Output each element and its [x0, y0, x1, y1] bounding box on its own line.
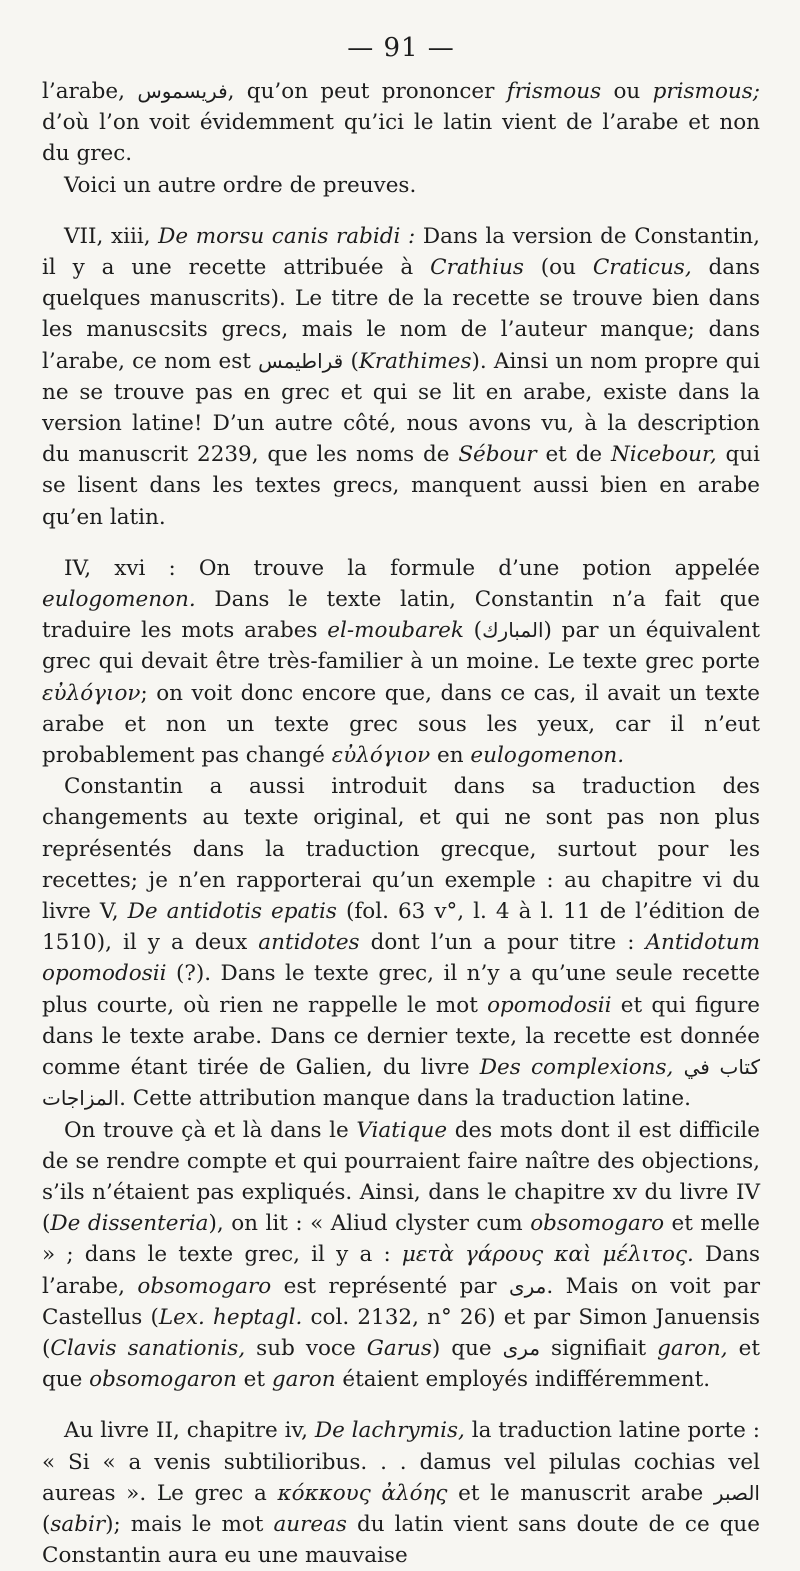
text-run: (fol. 63 v°, l. 4 à l. 11 de l’édition de 1510), il y a deux: [42, 899, 761, 956]
italic-run: Crathius: [430, 255, 524, 281]
text-run: signifiait: [540, 1335, 658, 1361]
paragraph-gap: [42, 201, 760, 221]
text-run: la traduction latine porte : « Si « a venis subtilioribus. . . damus vel pilulas cochias vel aureas ». Le grec a: [42, 1418, 761, 1506]
text-run: (: [42, 1511, 51, 1537]
italic-run: De lachrymis,: [314, 1418, 465, 1444]
italic-run: Krathimes: [358, 348, 472, 374]
text-run: IV, xvi : On trouve la formule d’une potion appelée: [64, 555, 760, 581]
text-run: et melle » ; dans le texte grec, il y a :: [42, 1211, 760, 1268]
arabic-word: فريسموس: [137, 79, 228, 103]
text-run: et que: [42, 1335, 760, 1393]
italic-run: Garus: [366, 1335, 432, 1361]
text-run: On trouve çà et là dans le: [64, 1117, 357, 1143]
greek-word: μετὰ γάρους καὶ μέλιτος.: [401, 1242, 694, 1268]
text-run: ) que: [431, 1335, 503, 1361]
text-run: (?). Dans le texte grec, il n’y a qu’une seule recette plus courte, où rien ne rappelle le mot: [42, 961, 760, 1018]
text-run: (: [343, 348, 359, 374]
text-run: dans quelques manuscrits). Le titre de la recette se trouve bien dans les manuscsits grecs, mais le nom de l’auteur manque; dans l’arabe, ce nom est: [42, 255, 761, 374]
text-run: dont l’un a pour titre :: [359, 930, 646, 956]
text-run: étaient employés indifféremment.: [335, 1367, 711, 1393]
paragraph: [42, 170, 760, 201]
text-run: et qui figure dans le texte arabe. Dans ce dernier texte, la recette est donnée comme étant tirée de Galien, du livre: [42, 992, 761, 1081]
text-run: Dans la version de Constantin, il y a une recette attribuée à: [42, 223, 760, 281]
arabic-word: قراطيمس: [258, 348, 344, 373]
italic-run: Des complexions,: [479, 1055, 674, 1081]
greek-word: εὐλόγιον: [331, 743, 431, 769]
text-run: Voici un autre ordre de preuves.: [64, 172, 417, 198]
text-run: Dans l’arabe,: [42, 1242, 760, 1299]
italic-run: obsomogaro: [530, 1211, 665, 1237]
page-number: — 91 —: [347, 33, 455, 63]
italic-run: eulogomenon.: [470, 743, 625, 769]
greek-word: κόκκους ἀλόης: [277, 1480, 448, 1506]
paragraph: [42, 76, 760, 170]
text-run: Au livre II, chapitre iv,: [64, 1418, 315, 1444]
text-run: l’arabe,: [42, 79, 138, 104]
text-run: et le manuscrit arabe: [447, 1480, 714, 1506]
text-run: ). Ainsi un nom propre qui ne se trouve pas en grec et qui se lit en arabe, existe dans la version latine! D’un autre côté, nous avons vu, à la description du manuscrit 2239, que les noms de: [42, 348, 760, 468]
text-run: (ou: [523, 255, 593, 281]
text-run: VII, xiii,: [64, 223, 159, 249]
italic-run: Lex. heptagl.: [158, 1304, 303, 1330]
italic-run: aureas: [273, 1511, 347, 1537]
text-run: , qu’on peut prononcer: [227, 79, 507, 104]
paragraph-gap: [42, 1395, 760, 1415]
text-run: [673, 1055, 683, 1080]
arabic-word: مرى: [502, 1335, 541, 1360]
italic-run: Nicebour,: [610, 442, 717, 468]
text-run: col. 2132, n° 26) et par Simon Januensis (: [42, 1304, 760, 1361]
italic-run: frismous: [506, 79, 602, 104]
paragraph: [42, 1115, 760, 1396]
paragraph: [42, 221, 760, 533]
italic-run: Clavis sanationis,: [50, 1335, 246, 1361]
text-run: (: [463, 618, 483, 644]
italic-run: el-moubarek: [327, 618, 464, 644]
text-run: du latin vient sans doute de ce que Constantin aura eu une mauvaise: [42, 1511, 760, 1569]
greek-word: εὐλόγιον: [42, 680, 141, 706]
text-run: ); mais le mot: [105, 1511, 274, 1537]
text-run: en: [430, 743, 471, 769]
italic-run: prismous;: [652, 79, 761, 104]
italic-run: opomodosii: [487, 992, 612, 1018]
text-run: est représenté par: [271, 1273, 509, 1299]
text-run: des mots dont il est difficile de se rendre compte et qui pourraient faire naître des objections, s’ils n’étaient pas expliqués. Ainsi, dans le chapitre xv du livre IV (: [42, 1117, 760, 1237]
italic-run: obsomogaro: [137, 1273, 272, 1299]
arabic-word: الصبر: [713, 1480, 760, 1505]
italic-run: Sébour: [458, 442, 537, 468]
italic-run: antidotes: [258, 930, 360, 956]
text-run: ou: [601, 79, 653, 104]
italic-run: eulogomenon.: [42, 587, 196, 613]
arabic-word: مرى: [508, 1273, 547, 1298]
paragraph-gap: [42, 533, 760, 553]
italic-run: De morsu canis rabidi :: [158, 223, 416, 249]
text-run: d’où l’on voit évidemment qu’ici le latin vient de l’arabe et non du grec.: [42, 110, 760, 167]
text-run: qui se lisent dans les textes grecs, manquent aussi bien en arabe qu’en latin.: [42, 442, 761, 530]
text-run: ) par un équivalent grec qui devait être très-familier à un moine. Le texte grec porte: [42, 618, 760, 675]
text-run: sub voce: [245, 1335, 367, 1361]
text-run: et: [236, 1367, 272, 1393]
paragraph: [42, 1415, 760, 1571]
italic-run: garon: [271, 1367, 336, 1393]
text-run: . Mais on voit par Castellus (: [42, 1273, 760, 1330]
text-run: Constantin a aussi introduit dans sa traduction des changements au texte original, et qui ne sont pas non plus représentés dans la traduction grecque, surtout pour les recettes; je n’en rapporterai qu’un exemple : au chapitre vi du livre V,: [42, 774, 760, 925]
paragraph: [42, 553, 760, 771]
arabic-word: كتاب في المزاجات: [42, 1055, 760, 1111]
italic-run: De antidotis epatis: [127, 899, 337, 925]
text-body: [42, 76, 760, 1571]
italic-run: De dissenteria: [50, 1211, 209, 1237]
italic-run: Craticus,: [592, 255, 692, 281]
text-run: et de: [536, 442, 611, 468]
paragraph: [42, 771, 760, 1114]
text-run: ), on lit : « Aliud clyster cum: [208, 1211, 531, 1237]
italic-run: garon,: [657, 1335, 728, 1361]
text-run: Dans le texte latin, Constantin n’a fait que traduire les mots arabes: [42, 587, 760, 644]
italic-run: obsomogaron: [89, 1367, 237, 1393]
italic-run: Antidotum opomodosii: [42, 930, 760, 987]
arabic-word: المبارك: [482, 618, 544, 643]
text-run: ; on voit donc encore que, dans ce cas, il avait un texte arabe et non un texte grec sous les yeux, car il n’eut probablement pas changé: [42, 680, 760, 769]
italic-run: sabir: [50, 1511, 106, 1537]
text-run: . Cette attribution manque dans la traduction latine.: [119, 1086, 691, 1112]
italic-run: Viatique: [356, 1117, 448, 1143]
